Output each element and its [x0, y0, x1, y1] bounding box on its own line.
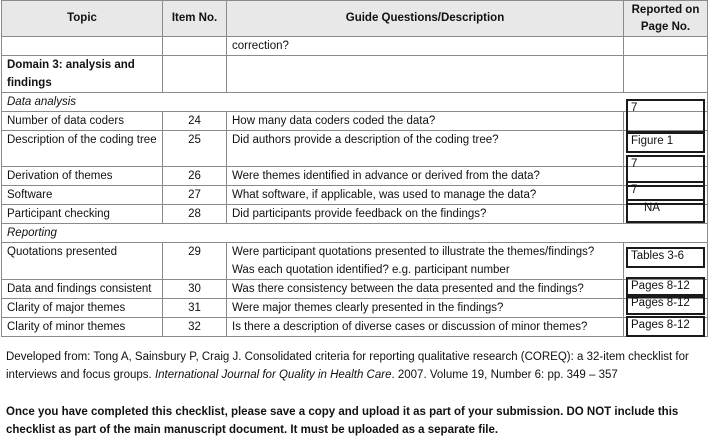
row-topic: Description of the coding tree [2, 131, 163, 167]
table-row [2, 280, 708, 299]
section-data-analysis: Data analysis [2, 93, 708, 112]
row-page-box: 7 [626, 155, 705, 187]
row-page-box: Pages 8-12 [626, 294, 705, 315]
row-item: 28 [163, 205, 227, 224]
row-topic: Participant checking [2, 205, 163, 224]
row-topic: Number of data coders [2, 112, 163, 131]
row-page-box: 7 [626, 181, 705, 205]
row-topic: Software [2, 186, 163, 205]
submission-instruction: Once you have completed this checklist, please save a copy and upload it as part of your submission. DO NOT include this checklist as part of the main manuscript document. It must be uploaded as a separate file. [6, 406, 679, 436]
row-item: 30 [163, 280, 227, 299]
row-question: Did participants provide feedback on the findings? [227, 205, 624, 224]
row-item: 31 [163, 299, 227, 318]
row-question: How many data coders coded the data? [227, 112, 624, 131]
row-item: 27 [163, 186, 227, 205]
row-page-cell [624, 102, 708, 131]
row-item: 24 [163, 112, 227, 131]
row-question: Were participant quotations presented to illustrate the themes/findings? Was each quotation identified? e.g. participant number [227, 243, 624, 280]
row-question: Was there consistency between the data presented and the findings? [227, 280, 624, 299]
row-question: Is there a description of diverse cases or discussion of minor themes? [227, 318, 624, 337]
table-row [2, 243, 708, 280]
row-page-cell [624, 299, 708, 318]
row-page-box: Pages 8-12 [626, 277, 705, 298]
continuation-text: correction? [227, 37, 624, 56]
citation-text: Developed from: Tong A, Sainsbury P, Craig J. Consolidated criteria for reporting qualitative research (COREQ): a 32-item checklist for interviews and focus groups. International Journal for Quality in Health Care. 2007. Volume 19, Number 6: pp. 349 – 357 [6, 351, 689, 381]
continuation-row [2, 37, 708, 56]
header-row [2, 1, 708, 37]
table-row [2, 299, 708, 318]
row-page-box: 7 [626, 99, 705, 133]
row-page-cell [624, 243, 708, 280]
row-page-box: Tables 3-6 [626, 247, 705, 268]
row-question: Were themes identified in advance or derived from the data? [227, 167, 624, 186]
row-question: What software, if applicable, was used to manage the data? [227, 186, 624, 205]
header-item-no: Item No. [163, 1, 227, 37]
row-question: Were major themes clearly presented in the findings? [227, 299, 624, 318]
domain-row [2, 56, 708, 93]
row-page-box: Figure 1 [626, 132, 705, 153]
row-item: 29 [163, 243, 227, 280]
row-page-box: Pages 8-12 [626, 316, 705, 337]
table-row [2, 318, 708, 337]
table-row [2, 112, 708, 131]
header-topic: Topic [2, 1, 163, 37]
table-row [2, 186, 708, 205]
row-page-cell [624, 318, 708, 337]
table-row [2, 205, 708, 224]
row-page-box: NA [626, 199, 705, 223]
journal-title: International Journal for Quality in Health Care [154, 369, 392, 381]
domain-heading: Domain 3: analysis and findings [2, 56, 163, 93]
row-topic: Derivation of themes [2, 167, 163, 186]
header-reported: Reported on Page No. [624, 1, 708, 37]
row-item: 25 [163, 131, 227, 167]
header-guide: Guide Questions/Description [227, 1, 624, 37]
table-row [2, 131, 708, 167]
row-page-cell [624, 202, 708, 224]
section-reporting: Reporting [2, 224, 708, 243]
row-topic: Clarity of major themes [2, 299, 163, 318]
row-topic: Data and findings consistent [2, 280, 163, 299]
coreq-checklist-table [1, 0, 708, 337]
row-topic: Clarity of minor themes [2, 318, 163, 337]
row-topic: Quotations presented [2, 243, 163, 280]
section-row [2, 93, 708, 112]
table-row [2, 167, 708, 186]
row-item: 26 [163, 167, 227, 186]
row-question: Did authors provide a description of the coding tree? [227, 131, 624, 167]
row-item: 32 [163, 318, 227, 337]
section-row [2, 224, 708, 243]
